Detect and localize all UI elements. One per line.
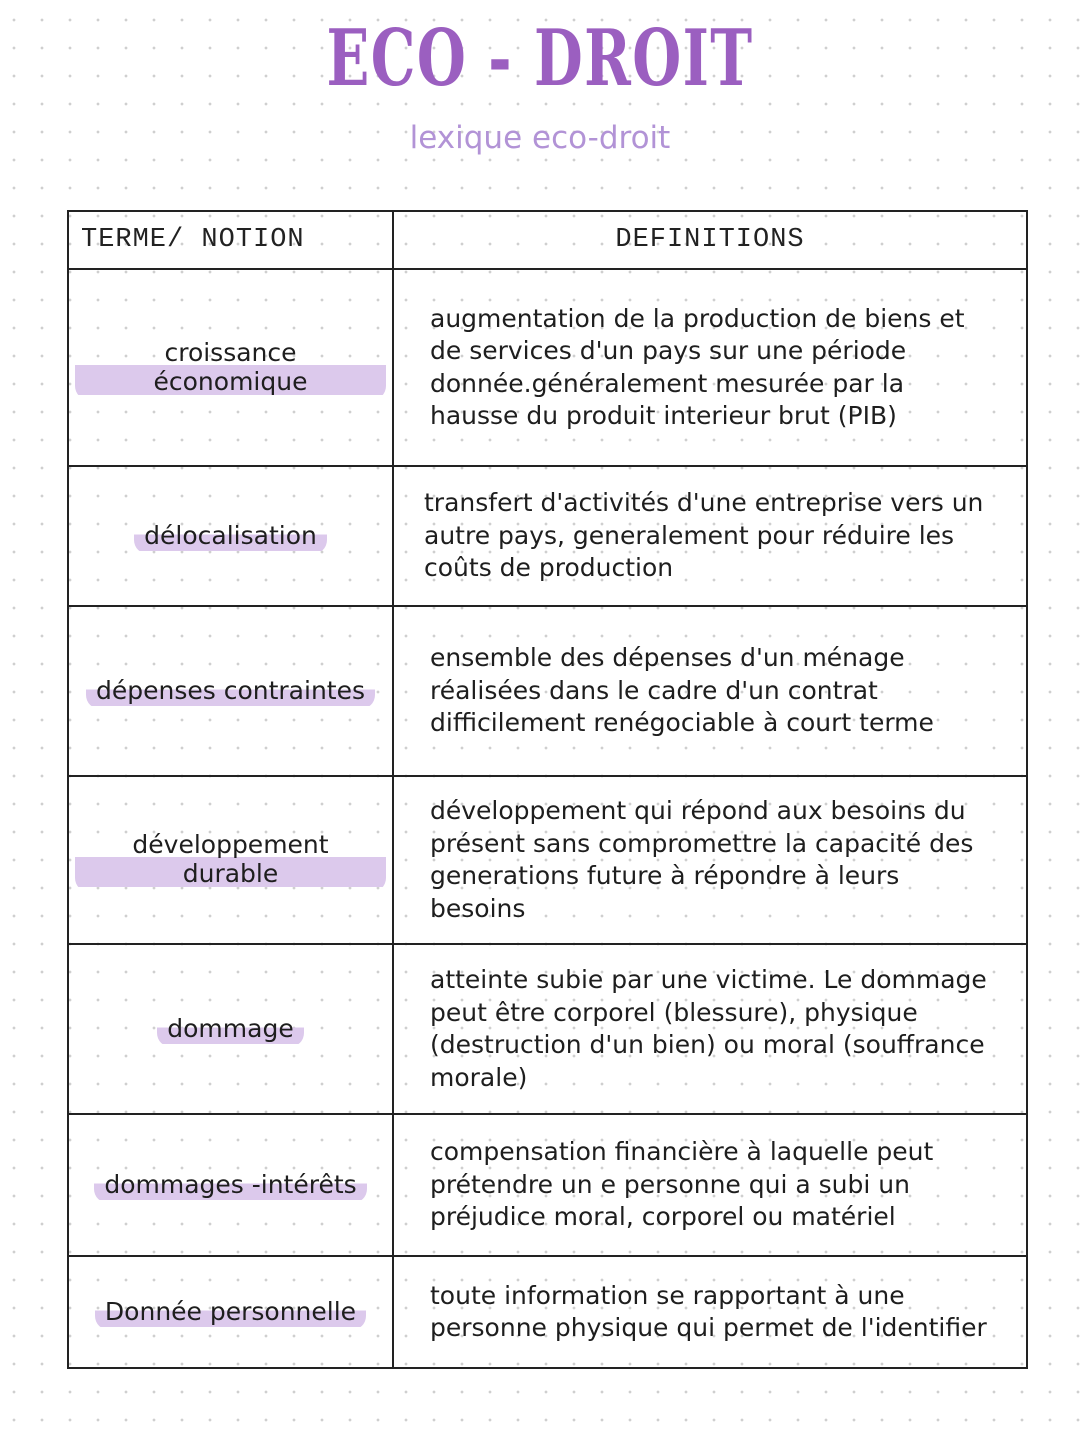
table-row (68, 466, 1027, 606)
term-cell (68, 466, 393, 606)
term-cell (68, 606, 393, 776)
definition-cell: ensemble des dépenses d'un ménage réalisées dans le cadre d'un contrat difficilement renégociable à court terme (393, 606, 1027, 776)
term-cell (68, 1256, 393, 1368)
definition-cell: compensation financière à laquelle peut prétendre un e personne qui a subi un préjudice moral, corporel ou matériel (393, 1114, 1027, 1256)
term-highlight: croissance économique (75, 336, 386, 400)
definition-cell: augmentation de la production de biens et de services d'un pays sur une période donnée.généralement mesurée par la hausse du produit interieur brut (PIB) (393, 269, 1027, 466)
definition-cell: atteinte subie par une victime. Le dommage peut être corporel (blessure), physique (destruction d'un bien) ou moral (souffrance morale) (393, 944, 1027, 1114)
page-subtitle (0, 120, 1080, 156)
term-cell (68, 1114, 393, 1256)
definition-cell: développement qui répond aux besoins du présent sans compromettre la capacité des generations future à répondre à leurs besoins (393, 776, 1027, 944)
term-highlight: dommages -intérêts (94, 1168, 366, 1203)
definition-cell: toute information se rapportant à une personne physique qui permet de l'identifier (393, 1256, 1027, 1368)
term-highlight: dommage (157, 1012, 303, 1047)
term-highlight: dépenses contraintes (86, 674, 375, 709)
column-header-definitions: DEFINITIONS (393, 211, 1027, 269)
table-row (68, 944, 1027, 1114)
page-title: ECO - DROIT (326, 13, 754, 104)
subtitle-text: lexique eco-droit (409, 120, 671, 156)
column-header-term: TERME/ NOTION (68, 211, 393, 269)
table-row (68, 1256, 1027, 1368)
table-header-row (68, 211, 1027, 269)
lexicon-table (67, 210, 1028, 1369)
table-row (68, 1114, 1027, 1256)
term-cell (68, 944, 393, 1114)
definition-cell: transfert d'activités d'une entreprise vers un autre pays, generalement pour réduire les coûts de production (393, 466, 1027, 606)
table-row (68, 606, 1027, 776)
table-row (68, 269, 1027, 466)
term-cell (68, 776, 393, 944)
term-cell (68, 269, 393, 466)
term-highlight: Donnée personnelle (95, 1295, 366, 1330)
term-highlight: développement durable (75, 828, 386, 892)
table-row (68, 776, 1027, 944)
term-highlight: délocalisation (134, 519, 327, 554)
